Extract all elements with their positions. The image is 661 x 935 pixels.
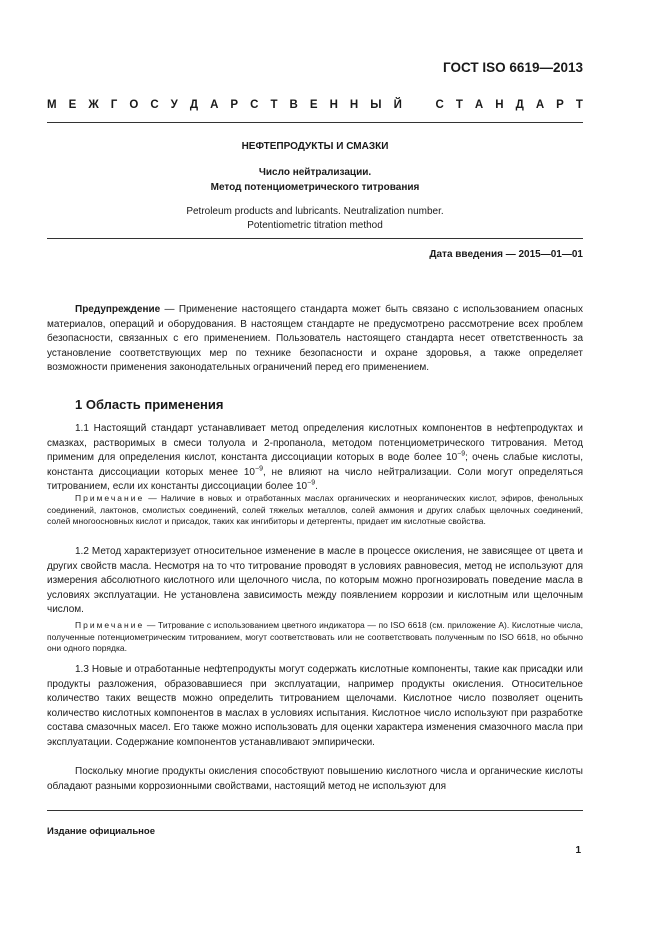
clause-text: 1.2 Метод характеризует относительное изменение в масле в процессе окисления, не зависящее от цвета и других свойств масла. Несмотря на то что титрование проводят в условиях равновесия, метод не используют для измерения абсолютного кислотного или щелочного числа, по которым можно прогнозировать поведение масла в условиях эксплуатации. Не установлена зависимость между появлением коррозии и кислотным или щелочным числом. bbox=[47, 546, 583, 616]
clause-text: ; очень слабые кислоты, константа диссоциации которых менее 10 bbox=[47, 452, 583, 478]
exponent: −9 bbox=[255, 465, 263, 473]
banner-letter: Р bbox=[230, 99, 239, 111]
banner-letter: Е bbox=[309, 99, 318, 111]
banner-letter: А bbox=[535, 99, 545, 111]
clause-1-1 bbox=[47, 422, 583, 495]
header-rule-bottom bbox=[47, 238, 583, 239]
standard-code: ГОСТ ISO 6619—2013 bbox=[443, 60, 583, 75]
banner-letter: В bbox=[289, 99, 298, 111]
clause-text: , не влияют на число нейтрализации. Соли могут определяться титрованием, если их константы диссоциации более 10 bbox=[47, 466, 583, 493]
clause-text: Поскольку многие продукты окисления способствуют повышению кислотного числа и органические кислоты обладают разными коррозионными свойствами, настоящий метод не используют для bbox=[47, 766, 583, 792]
banner-letter: С bbox=[435, 99, 444, 111]
exponent: −9 bbox=[307, 480, 316, 488]
document-subtitle-line2: Метод потенциометрического титрования bbox=[210, 182, 420, 193]
clause-1-3-continued bbox=[47, 765, 583, 794]
edition-label: Издание официальное bbox=[47, 826, 155, 837]
english-title-line1: Petroleum products and lubricants. Neutralization number. bbox=[186, 206, 444, 217]
header-rule-top bbox=[47, 122, 583, 123]
banner-letter: Н bbox=[349, 99, 359, 111]
clause-1-3 bbox=[47, 663, 583, 751]
banner-letter: Н bbox=[495, 99, 504, 111]
interstate-standard-banner bbox=[47, 99, 583, 111]
document-title: НЕФТЕПРОДУКТЫ И СМАЗКИ bbox=[241, 141, 389, 152]
english-title-line2: Potentiometric titration method bbox=[247, 220, 383, 231]
section-heading: 1 Область применения bbox=[75, 397, 224, 412]
banner-letter: Д bbox=[189, 99, 199, 111]
banner-letter: У bbox=[170, 99, 178, 111]
banner-letter: С bbox=[150, 99, 159, 111]
clause-text: 1.3 Новые и отработанные нефтепродукты могут содержать кислотные компоненты, такие как присадки или продукты разложения, образовавшиеся при эксплуатации, например продукты окисления. Относительное количество таких веществ можно определить титрованием щелочами. Кислотное число позволяет оценить количество кислотных компонентов в маслах в условиях испытания. Кислотное число используют при разработке состава смазочных масел. Его также можно использовать для оценки характера изменения смазочного масла при эксплуатации. Содержание компонентов устанавливают эмпирически. bbox=[47, 664, 583, 748]
banner-letter: Ы bbox=[370, 99, 382, 111]
banner-letter: А bbox=[210, 99, 219, 111]
clause-text: 1.1 Настоящий стандарт устанавливает метод определения кислотных компонентов в нефтепродуктах и смазках, растворимых в смеси толуола и 2-пропанола, методом потенциометрического титрования. Метод применим для определения кислот, константа диссоциации которых в воде более 10 bbox=[47, 423, 583, 464]
banner-letter: О bbox=[129, 99, 139, 111]
warning-text: — Применение настоящего стандарта может быть связано с использованием опасных материалов, операций и оборудования. В настоящем стандарте не предусмотрено рассмотрение всех проблем безопасности, связанных с его применением. Пользователь настоящего стандарта несет ответственность за установление соответствующих мер по технике безопасности и охране здоровья, а также определяет возможности применения законодательных ограничений перед его применением. bbox=[47, 304, 583, 374]
note-label: Примечание bbox=[75, 620, 145, 630]
note-2 bbox=[47, 620, 583, 655]
banner-letter: Й bbox=[393, 99, 402, 111]
page-number: 1 bbox=[575, 845, 581, 856]
banner-gap bbox=[414, 99, 424, 111]
banner-letter: Е bbox=[68, 99, 77, 111]
clause-1-2 bbox=[47, 545, 583, 618]
banner-letter: Г bbox=[110, 99, 118, 111]
banner-letter: Ж bbox=[88, 99, 99, 111]
warning-paragraph bbox=[47, 303, 583, 376]
banner-letter: Д bbox=[515, 99, 524, 111]
exponent: −9 bbox=[457, 450, 466, 458]
footer-rule bbox=[47, 810, 583, 811]
banner-letter: С bbox=[250, 99, 259, 111]
note-1 bbox=[47, 493, 583, 528]
document-subtitle-line1: Число нейтрализации. bbox=[258, 167, 372, 178]
note-text: — Наличие в новых и отработанных маслах органических и неорганических кислот, эфиров, фенольных соединений, лактонов, смолистых соединений, солей тяжелых металлов, солей аммония и других слабых щелочных соединений, солей многоосновных кислот и присадок, таких как ингибиторы и детергенты, придает им кислотные свойства. bbox=[47, 493, 583, 527]
clause-text: . bbox=[315, 481, 318, 493]
banner-letter: Н bbox=[329, 99, 338, 111]
warning-label: Предупреждение bbox=[75, 304, 161, 315]
banner-letter: Т bbox=[575, 99, 583, 111]
effective-date: Дата введения — 2015—01—01 bbox=[429, 249, 583, 260]
banner-letter: А bbox=[474, 99, 484, 111]
banner-letter: Т bbox=[270, 99, 278, 111]
banner-letter: Р bbox=[556, 99, 564, 111]
note-label: Примечание bbox=[75, 493, 145, 503]
banner-letter: Т bbox=[455, 99, 463, 111]
note-text: — Титрование с использованием цветного индикатора — по ISO 6618 (см. приложение А). Кислотные числа, полученные потенциометрическим титрованием, могут соответствовать или не соответствовать полученным по ISO 6618, но обычно они одного порядка. bbox=[47, 620, 583, 654]
banner-letter: М bbox=[47, 99, 57, 111]
